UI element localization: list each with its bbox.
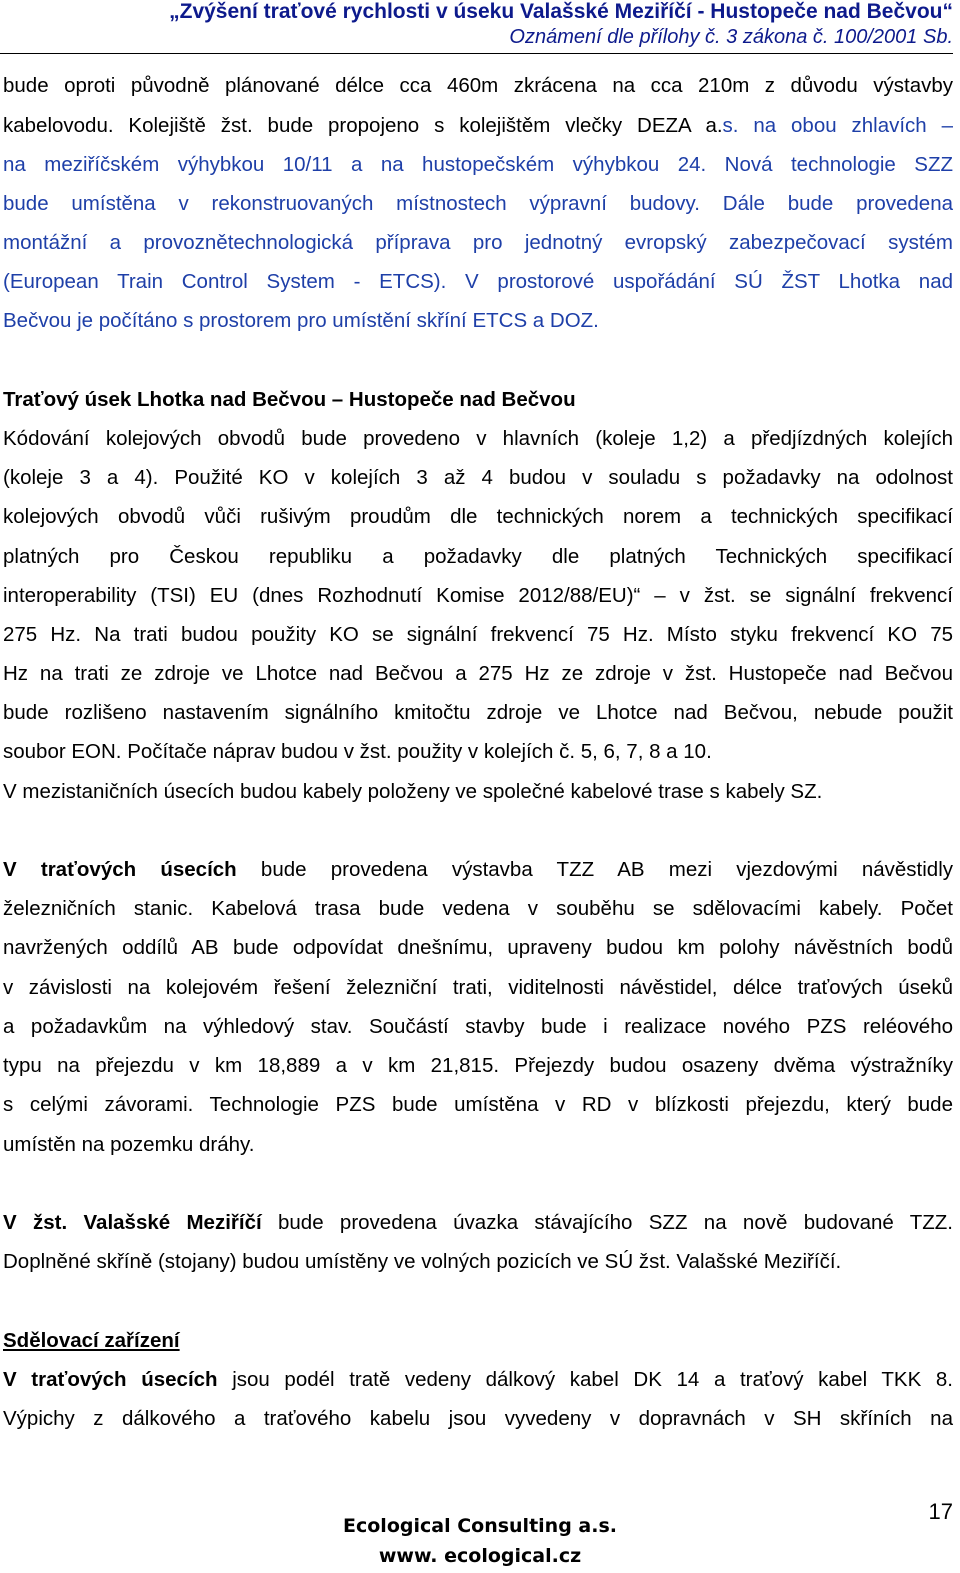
text-line: bude oproti původně plánované délce cca 460m zkrácena na cca 210m z důvodu výstavby	[3, 74, 953, 97]
footer-website: www. ecological.cz	[378, 1545, 582, 1567]
text-segment: bude umístěna v rekonstruovaných místnostech výpravní budovy.	[3, 192, 700, 215]
document-header-title: „Zvýšení traťové rychlosti v úseku Valašské Meziříčí - Hustopeče nad Bečvou“	[169, 0, 953, 23]
text-segment: na meziříčském výhybkou 10/11 a na hustopečském výhybkou 24.	[3, 153, 707, 176]
text-line: bude rozlišeno nastavením signálního kmitočtu zdroje ve Lhotce nad Bečvou, nebude použit	[3, 701, 953, 724]
section-heading: Traťový úsek Lhotka nad Bečvou – Hustopeče nad Bečvou	[3, 388, 576, 411]
text-line: Kódování kolejových obvodů bude provedeno v hlavních (koleje 1,2) a předjízdných kolejích	[3, 427, 953, 450]
text-line: Doplněné skříně (stojany) budou umístěny ve volných pozicích ve SÚ žst. Valašské Meziříčí.	[3, 1250, 842, 1273]
text-line: železničních stanic. Kabelová trasa bude vedena v souběhu se sdělovacími kabely. Počet	[3, 897, 953, 920]
header-divider	[0, 53, 953, 54]
section-heading: Sdělovací zařízení	[3, 1329, 180, 1352]
text-line	[3, 189, 953, 219]
text-line: a požadavkům na výhledový stav. Součástí stavby bude i realizace nového PZS reléového	[3, 1015, 953, 1038]
text-line: umístěn na pozemku dráhy.	[3, 1133, 255, 1156]
text-line: (koleje 3 a 4). Použité KO v kolejích 3 až 4 budou v souladu s požadavky na odolnost	[3, 466, 953, 489]
text-line: Hz na trati ze zdroje ve Lhotce nad Bečvou a 275 Hz ze zdroje v žst. Hustopeče nad Bečvou	[3, 662, 953, 685]
page-number: 17	[928, 1499, 953, 1524]
text-segment: bude provedena úvazka stávajícího SZZ na nově budované TZZ.	[261, 1211, 953, 1234]
text-line	[3, 1208, 953, 1238]
footer-company: Ecological Consulting a.s.	[343, 1515, 617, 1537]
text-line: 275 Hz. Na trati budou použity KO se signální frekvencí 75 Hz. Místo styku frekvencí KO 75	[3, 623, 953, 646]
text-line	[3, 1365, 953, 1395]
text-segment: s. na obou zhlavích –	[722, 114, 953, 137]
text-line: platných pro Českou republiku a požadavky dle platných Technických specifikací	[3, 545, 953, 568]
text-segment: jsou podél tratě vedeny dálkový kabel DK 14 a traťový kabel TKK 8.	[217, 1368, 953, 1391]
text-bold: V žst. Valašské Meziříčí	[3, 1211, 262, 1234]
text-line	[3, 150, 953, 180]
text-bold: V traťových úsecích	[3, 1368, 218, 1391]
text-line	[3, 111, 953, 141]
text-line: Výpichy z dálkového a traťového kabelu jsou vyvedeny v dopravnách v SH skříních na	[3, 1407, 953, 1430]
document-header-subtitle: Oznámení dle přílohy č. 3 zákona č. 100/2001 Sb.	[509, 26, 953, 48]
text-line: soubor EON. Počítače náprav budou v žst. použity v kolejích č. 5, 6, 7, 8 a 10.	[3, 740, 712, 763]
text-line: navržených oddílů AB bude odpovídat dnešnímu, upraveny budou km polohy návěstních bodů	[3, 936, 953, 959]
text-segment: Dále bude provedena	[699, 192, 953, 215]
text-line: v závislosti na kolejovém řešení železniční trati, viditelnosti návěstidel, délce traťových úseků	[3, 976, 953, 999]
text-line: Bečvou je počítáno s prostorem pro umístění skříní ETCS a DOZ.	[3, 309, 599, 332]
text-line: (European Train Control System - ETCS). V prostorové uspořádání SÚ ŽST Lhotka nad	[3, 270, 953, 293]
text-line: s celými závorami. Technologie PZS bude umístěna v RD v blízkosti přejezdu, který bude	[3, 1093, 953, 1116]
text-segment: bude provedena výstavba TZZ AB mezi vjezdovými návěstidly	[236, 858, 954, 881]
text-segment: kabelovodu. Kolejiště žst. bude propojeno s kolejištěm vlečky DEZA a.	[3, 114, 723, 137]
text-line: kolejových obvodů vůči rušivým proudům dle technických norem a technických specifikací	[3, 505, 953, 528]
text-bold: V traťových úsecích	[3, 858, 237, 881]
text-segment: Nová technologie SZZ	[706, 153, 953, 176]
text-line: typu na přejezdu v km 18,889 a v km 21,815. Přejezdy budou osazeny dvěma výstražníky	[3, 1054, 953, 1077]
text-line: V mezistaničních úsecích budou kabely položeny ve společné kabelové trase s kabely SZ.	[3, 780, 823, 803]
text-line	[3, 855, 953, 885]
text-line: montážní a provoznětechnologická příprava pro jednotný evropský zabezpečovací systém	[3, 231, 953, 254]
text-line: interoperability (TSI) EU (dnes Rozhodnutí Komise 2012/88/EU)“ – v žst. se signální frekvencí	[3, 584, 953, 607]
